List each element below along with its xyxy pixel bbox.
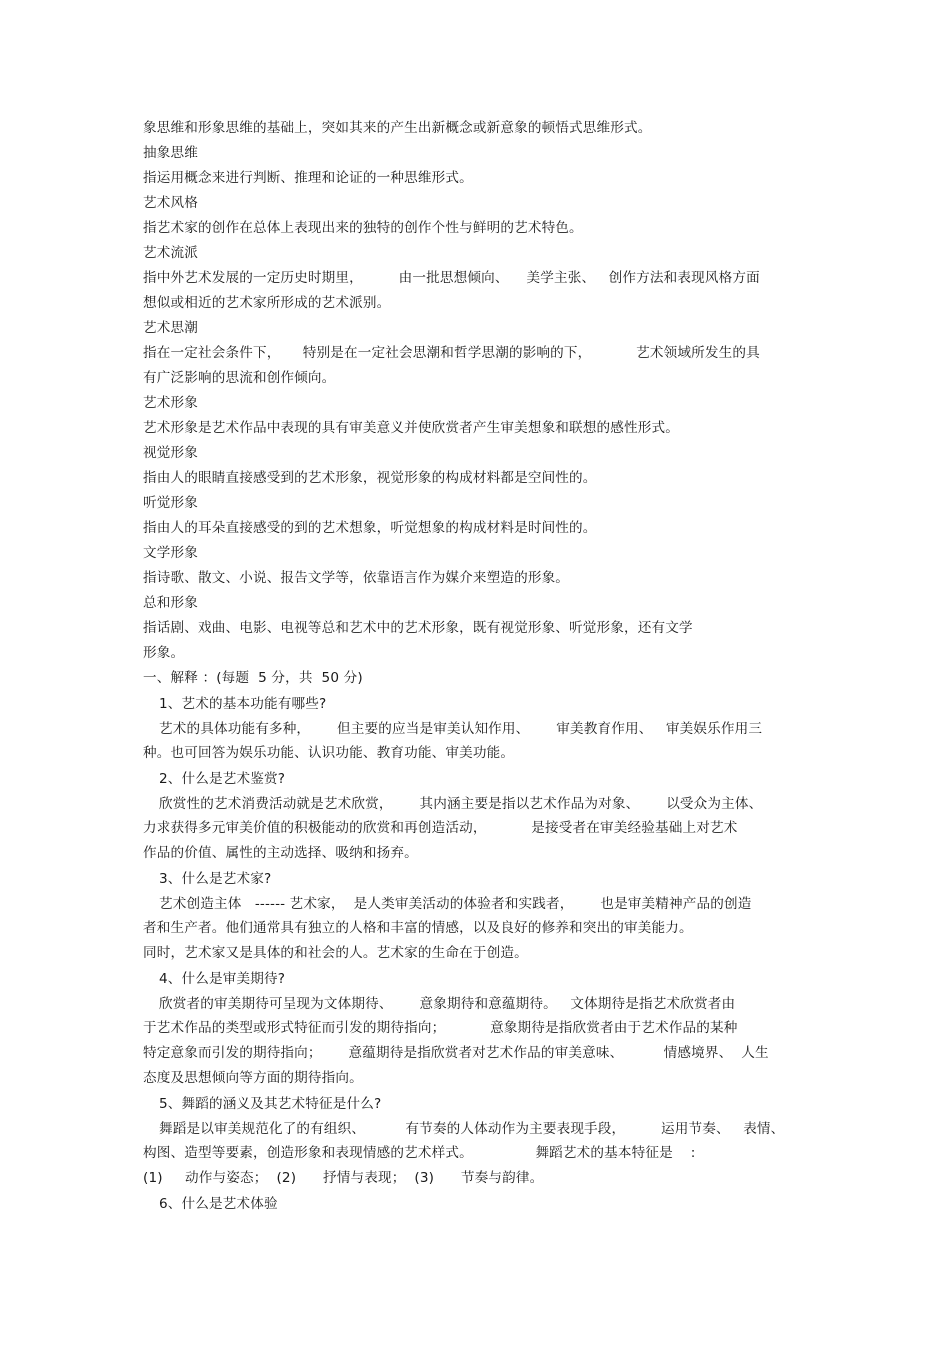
text-line: 于艺术作品的类型或形式特征而引发的期待指向； 意象期待是指欣赏者由于艺术作品的某种 xyxy=(143,1020,738,1036)
text-line: 艺术思潮 xyxy=(143,320,198,336)
text-line: 指艺术家的创作在总体上表现出来的独特的创作个性与鲜明的艺术特色。 xyxy=(143,220,583,236)
text-line: 指中外艺术发展的一定历史时期里， 由一批思想倾向、 美学主张、 创作方法和表现风格方面 xyxy=(143,270,760,286)
text-line: 者和生产者。他们通常具有独立的人格和丰富的情感，以及良好的修养和突出的审美能力。 xyxy=(143,920,693,936)
text-line: 有广泛影响的思流和创作倾向。 xyxy=(143,370,336,386)
text-line: 艺术创造主体 ------ 艺术家， 是人类审美活动的体验者和实践者， 也是审美精神产品的创造 xyxy=(159,896,752,912)
text-line: 4、什么是审美期待? xyxy=(159,971,286,987)
text-line: 欣赏者的审美期待可呈现为文体期待、 意象期待和意蕴期待。 文体期待是指艺术欣赏者由 xyxy=(159,996,736,1012)
text-line: 6、什么是艺术体验 xyxy=(159,1196,278,1212)
text-line: 力求获得多元审美价值的积极能动的欣赏和再创造活动， 是接受者在审美经验基础上对艺术 xyxy=(143,820,738,836)
text-line: 作品的价值、属性的主动选择、吸纳和扬弃。 xyxy=(143,845,418,861)
text-line: 文学形象 xyxy=(143,545,198,561)
text-line: 指在一定社会条件下， 特别是在一定社会思潮和哲学思潮的影响的下， 艺术领域所发生的具 xyxy=(143,345,760,361)
text-line: 态度及思想倾向等方面的期待指向。 xyxy=(143,1070,363,1086)
text-line: 象思维和形象思维的基础上，突如其来的产生出新概念或新意象的顿悟式思维形式。 xyxy=(143,120,652,136)
text-line: 构图、造型等要素，创造形象和表现情感的艺术样式。 舞蹈艺术的基本特征是 : xyxy=(143,1145,696,1161)
text-line: 抽象思维 xyxy=(143,145,198,161)
text-line: 听觉形象 xyxy=(143,495,198,511)
text-line: 总和形象 xyxy=(143,595,198,611)
text-line: 欣赏性的艺术消费活动就是艺术欣赏， 其内涵主要是指以艺术作品为对象、 以受众为主体、 xyxy=(159,796,763,812)
text-line: 1、艺术的基本功能有哪些? xyxy=(159,696,327,712)
text-line: 5、舞蹈的涵义及其艺术特征是什么? xyxy=(159,1096,382,1112)
text-line: 指运用概念来进行判断、推理和论证的一种思维形式。 xyxy=(143,170,473,186)
text-line: 2、什么是艺术鉴赏? xyxy=(159,771,286,787)
text-line: 舞蹈是以审美规范化了的有组织、 有节奏的人体动作为主要表现手段， 运用节奏、 表情、 xyxy=(159,1121,785,1137)
text-line: 种。也可回答为娱乐功能、认识功能、教育功能、审美功能。 xyxy=(143,745,515,761)
text-line: 特定意象而引发的期待指向； 意蕴期待是指欣赏者对艺术作品的审美意味、 情感境界、 人生 xyxy=(143,1045,769,1061)
text-line: 想似或相近的艺术家所形成的艺术派别。 xyxy=(143,295,391,311)
text-line: 同时，艺术家又是具体的和社会的人。艺术家的生命在于创造。 xyxy=(143,945,528,961)
text-line: 指由人的耳朵直接感受的到的艺术想象，听觉想象的构成材料是时间性的。 xyxy=(143,520,597,536)
text-line: 艺术形象是艺术作品中表现的具有审美意义并使欣赏者产生审美想象和联想的感性形式。 xyxy=(143,420,680,436)
text-line: 形象。 xyxy=(143,645,185,661)
text-line: (1) 动作与姿态； (2) 抒情与表现； (3) 节奏与韵律。 xyxy=(143,1170,544,1186)
text-line: 艺术风格 xyxy=(143,195,198,211)
text-line: 艺术形象 xyxy=(143,395,198,411)
text-line: 视觉形象 xyxy=(143,445,198,461)
text-line: 艺术流派 xyxy=(143,245,198,261)
text-line: 3、什么是艺术家? xyxy=(159,871,272,887)
text-line: 一、解释 ：(每题 5 分，共 50 分) xyxy=(143,670,363,686)
text-line: 指由人的眼睛直接感受到的艺术形象，视觉形象的构成材料都是空间性的。 xyxy=(143,470,597,486)
text-line: 艺术的具体功能有多种， 但主要的应当是审美认知作用、 审美教育作用、 审美娱乐作用三 xyxy=(159,721,763,737)
text-line: 指话剧、戏曲、电影、电视等总和艺术中的艺术形象，既有视觉形象、听觉形象，还有文学 xyxy=(143,620,693,636)
text-line: 指诗歌、散文、小说、报告文学等，依靠语言作为媒介来塑造的形象。 xyxy=(143,570,570,586)
